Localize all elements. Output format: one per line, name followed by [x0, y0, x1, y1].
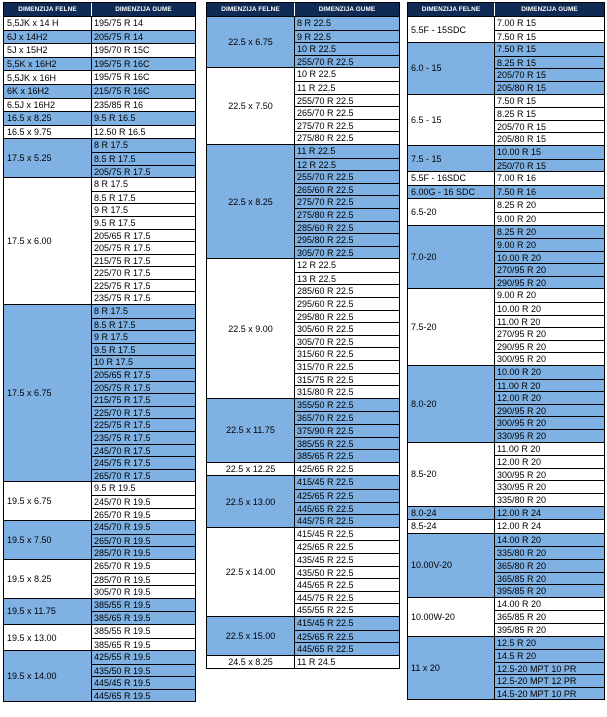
tire-size-cell: 205/75 R 17.5 — [92, 165, 195, 178]
tire-size-cell: 445/45 R 19.5 — [92, 676, 195, 689]
tire-size-cell: 14.00 R 20 — [495, 598, 604, 611]
tire-size-cell: 12.00 R 20 — [495, 455, 604, 468]
rim-size-cell: 22.5 x 8.25 — [207, 145, 295, 258]
rim-size-cell: 8.5-24 — [408, 520, 495, 533]
rim-tire-table-3 — [407, 2, 605, 700]
rim-size-cell: 5.5F - 16SDC — [408, 172, 495, 185]
rim-column-header: DIMENZIJA FELNE — [408, 3, 495, 16]
tire-size-cell: 7.50 R 15 — [495, 43, 604, 56]
rim-group — [207, 527, 399, 616]
rim-size-cell: 17.5 x 6.75 — [4, 305, 92, 481]
tire-size-cell: 255/70 R 22.5 — [295, 94, 399, 107]
tire-size-cell: 235/75 R 17.5 — [92, 431, 195, 444]
tire-size-cell: 395/85 R 20 — [495, 623, 604, 636]
tire-size-cell: 11 R 22.5 — [295, 145, 399, 158]
tire-size-cell: 8 R 22.5 — [295, 17, 399, 30]
rim-column-header: DIMENZIJA FELNE — [207, 3, 295, 16]
tire-size-cell: 265/70 R 19.5 — [92, 560, 195, 573]
rim-group — [408, 94, 604, 145]
tire-size-cell: 9.5 R 16.5 — [92, 112, 195, 125]
rim-size-cell: 6J x 14H2 — [4, 31, 92, 44]
table-body — [408, 16, 604, 699]
rim-size-cell: 5.5F - 15SDC — [408, 17, 495, 42]
tire-size-cell: 9 R 22.5 — [295, 30, 399, 43]
tire-size-cell: 300/95 R 20 — [495, 352, 604, 365]
tire-size-cell: 245/70 R 19.5 — [92, 521, 195, 534]
tire-size-cell: 12 R 22.5 — [295, 259, 399, 272]
table-header — [207, 3, 399, 16]
tire-size-cell: 315/80 R 22.5 — [295, 385, 399, 398]
rim-size-cell: 6.5-20 — [408, 199, 495, 224]
tire-column-header: DIMENZIJA GUME — [115, 6, 172, 13]
tire-size-cell: 225/75 R 17.5 — [92, 279, 195, 292]
tire-size-cell: 7.50 R 15 — [495, 95, 604, 108]
tire-size-cell: 285/60 R 22.5 — [295, 284, 399, 297]
rim-group — [4, 98, 195, 112]
rim-group — [4, 70, 195, 84]
tire-size-cell: 285/70 R 19.5 — [92, 573, 195, 586]
tire-size-cell: 11.00 R 20 — [495, 379, 604, 392]
tire-size-cell: 12.5 R 20 — [495, 637, 604, 650]
tire-size-cell: 10 R 22.5 — [295, 42, 399, 55]
tire-size-cell: 12.00 R 24 — [495, 520, 604, 533]
rim-group — [207, 258, 399, 398]
table-body — [4, 16, 195, 701]
rim-group — [408, 365, 604, 442]
tire-size-cell: 425/65 R 22.5 — [295, 489, 399, 502]
tire-size-cell: 275/70 R 22.5 — [295, 195, 399, 208]
tire-size-cell: 12.5-20 MPT 10 PR — [495, 662, 604, 675]
rim-group — [408, 519, 604, 533]
table-header — [4, 3, 195, 16]
tire-size-cell: 365/85 R 20 — [495, 610, 604, 623]
rim-group — [4, 30, 195, 44]
tire-size-cell: 205/75 R 17.5 — [92, 241, 195, 254]
rim-group — [4, 624, 195, 650]
rim-group — [207, 144, 399, 258]
tire-size-cell: 195/75 R 16C — [92, 71, 195, 84]
rim-group — [4, 16, 195, 30]
tire-size-cell: 205/80 R 15 — [495, 132, 604, 145]
tire-size-cell: 225/70 R 17.5 — [92, 406, 195, 419]
tire-size-cell: 275/70 R 22.5 — [295, 119, 399, 132]
tire-size-cell: 8.25 R 15 — [495, 56, 604, 69]
rim-size-cell: 22.5 x 14.00 — [207, 528, 295, 616]
rim-size-cell: 22.5 x 13.00 — [207, 476, 295, 526]
rim-group — [408, 442, 604, 506]
tire-size-cell: 445/65 R 22.5 — [295, 578, 399, 591]
rim-size-cell: 19.5 x 13.00 — [4, 625, 92, 650]
tire-size-cell: 10.00 R 20 — [495, 366, 604, 379]
rim-group — [408, 225, 604, 289]
tire-size-cell: 455/55 R 22.5 — [295, 603, 399, 616]
tire-size-cell: 265/70 R 19.5 — [92, 508, 195, 521]
rim-size-cell: 6K x 16H2 — [4, 85, 92, 98]
tire-size-cell: 11.00 R 20 — [495, 315, 604, 328]
rim-group — [4, 481, 195, 520]
tire-size-cell: 205/70 R 15 — [495, 68, 604, 81]
tire-size-cell: 8.25 R 20 — [495, 199, 604, 212]
rim-size-cell: 6.0 - 15 — [408, 43, 495, 93]
tire-size-cell: 445/65 R 22.5 — [295, 642, 399, 655]
tire-size-cell: 255/70 R 22.5 — [295, 170, 399, 183]
tire-size-cell: 11 R 22.5 — [295, 81, 399, 94]
rim-group — [4, 125, 195, 139]
rim-group — [4, 177, 195, 304]
tire-size-cell: 270/95 R 20 — [495, 327, 604, 340]
tire-size-cell: 8.5 R 17.5 — [92, 318, 195, 331]
tire-size-cell: 295/60 R 22.5 — [295, 297, 399, 310]
tire-column-header: DIMENZIJA GUME — [521, 6, 578, 13]
table-header — [408, 3, 604, 16]
rim-group — [4, 520, 195, 559]
rim-size-cell: 16.5 x 8.25 — [4, 112, 92, 125]
rim-group — [408, 185, 604, 199]
rim-group — [408, 636, 604, 700]
rim-group — [4, 138, 195, 177]
tire-size-cell: 225/75 R 17.5 — [92, 418, 195, 431]
tire-size-cell: 9.5 R 17.5 — [92, 216, 195, 229]
tire-size-cell: 225/70 R 17.5 — [92, 266, 195, 279]
rim-size-cell: 19.5 x 6.75 — [4, 482, 92, 520]
tire-size-cell: 435/50 R 19.5 — [92, 664, 195, 677]
rim-size-cell: 10.00W-20 — [408, 598, 495, 636]
tire-size-cell: 265/70 R 22.5 — [295, 106, 399, 119]
tire-size-cell: 8 R 17.5 — [92, 305, 195, 318]
rim-group — [408, 171, 604, 185]
tire-size-cell: 215/75 R 17.5 — [92, 393, 195, 406]
tire-size-cell: 10 R 22.5 — [295, 68, 399, 81]
rim-group — [207, 462, 399, 476]
rim-group — [408, 533, 604, 597]
tire-size-cell: 275/80 R 22.5 — [295, 208, 399, 221]
tire-size-cell: 205/65 R 17.5 — [92, 229, 195, 242]
tire-size-cell: 7.00 R 15 — [495, 17, 604, 30]
rim-size-cell: 8.0-24 — [408, 507, 495, 520]
tire-size-cell: 335/80 R 20 — [495, 493, 604, 506]
rim-size-cell: 6.5 - 15 — [408, 95, 495, 145]
tire-size-cell: 9.00 R 20 — [495, 289, 604, 302]
rim-size-cell: 6.5J x 16H2 — [4, 99, 92, 112]
tire-size-cell: 195/70 R 15C — [92, 44, 195, 57]
tire-size-cell: 305/60 R 22.5 — [295, 322, 399, 335]
tire-size-cell: 205/80 R 15 — [495, 81, 604, 94]
rim-size-cell: 8.5-20 — [408, 443, 495, 506]
rim-group — [207, 398, 399, 462]
tire-size-cell: 245/75 R 17.5 — [92, 456, 195, 469]
tire-size-cell: 445/75 R 22.5 — [295, 591, 399, 604]
tire-size-cell: 265/70 R 19.5 — [92, 534, 195, 547]
tire-size-cell: 415/45 R 22.5 — [295, 617, 399, 630]
tire-size-cell: 385/55 R 19.5 — [92, 599, 195, 612]
tire-size-cell: 205/75 R 14 — [92, 31, 195, 44]
rim-size-cell: 17.5 x 6.00 — [4, 178, 92, 304]
tire-size-cell: 8.5 R 17.5 — [92, 152, 195, 165]
tire-size-cell: 385/65 R 19.5 — [92, 611, 195, 624]
tire-size-cell: 9.00 R 20 — [495, 212, 604, 225]
tire-size-cell: 445/75 R 22.5 — [295, 514, 399, 527]
tire-size-cell: 365/70 R 22.5 — [295, 411, 399, 424]
rim-size-cell: 19.5 x 11.75 — [4, 599, 92, 624]
tire-size-cell: 265/60 R 22.5 — [295, 183, 399, 196]
tire-size-cell: 385/65 R 19.5 — [92, 638, 195, 651]
rim-group — [4, 84, 195, 98]
tire-size-cell: 435/45 R 22.5 — [295, 553, 399, 566]
rim-size-cell: 19.5 x 14.00 — [4, 651, 92, 701]
rim-group — [207, 655, 399, 669]
tire-size-cell: 445/65 R 19.5 — [92, 689, 195, 702]
tire-size-cell: 300/95 R 20 — [495, 468, 604, 481]
tire-size-cell: 355/50 R 22.5 — [295, 399, 399, 412]
tire-size-cell: 290/95 R 20 — [495, 340, 604, 353]
rim-column-header: DIMENZIJA FELNE — [4, 3, 92, 16]
tire-size-cell: 8.5 R 17.5 — [92, 191, 195, 204]
tire-size-cell: 315/60 R 22.5 — [295, 347, 399, 360]
rim-group — [408, 16, 604, 42]
tire-size-cell: 14.00 R 20 — [495, 534, 604, 547]
tire-size-cell: 12 R 22.5 — [295, 158, 399, 171]
tire-size-cell: 315/70 R 22.5 — [295, 360, 399, 373]
rim-group — [408, 198, 604, 224]
rim-size-cell: 10.00V-20 — [408, 534, 495, 597]
rim-tire-table-1 — [3, 2, 196, 702]
tire-column-header: DIMENZIJA GUME — [318, 6, 376, 13]
rim-group — [207, 475, 399, 526]
tire-size-cell: 8 R 17.5 — [92, 178, 195, 191]
rim-group — [408, 506, 604, 520]
rim-size-cell: 8.0-20 — [408, 366, 495, 442]
rim-group — [207, 616, 399, 655]
rim-group — [4, 111, 195, 125]
tire-size-cell: 285/70 R 19.5 — [92, 546, 195, 559]
tire-size-cell: 9 R 17.5 — [92, 203, 195, 216]
tire-size-cell: 235/85 R 16 — [92, 99, 195, 112]
tire-size-cell: 385/55 R 19.5 — [92, 625, 195, 638]
tire-size-cell: 11 R 24.5 — [295, 656, 399, 669]
tire-size-cell: 8 R 17.5 — [92, 139, 195, 152]
tire-size-cell: 10.00 R 20 — [495, 251, 604, 264]
tire-size-cell: 10.00 R 15 — [495, 146, 604, 159]
tire-size-cell: 290/95 R 20 — [495, 404, 604, 417]
rim-size-cell: 17.5 x 5.25 — [4, 139, 92, 177]
rim-group — [4, 304, 195, 481]
tire-size-cell: 365/85 R 20 — [495, 572, 604, 585]
table-body — [207, 16, 399, 668]
tire-size-cell: 415/45 R 22.5 — [295, 528, 399, 541]
rim-size-cell: 24.5 x 8.25 — [207, 656, 295, 669]
tire-size-cell: 375/90 R 22.5 — [295, 424, 399, 437]
tire-size-cell: 330/95 R 20 — [495, 429, 604, 442]
rim-group — [408, 288, 604, 365]
rim-size-cell: 5,5JK x 16H — [4, 71, 92, 84]
rim-group — [4, 43, 195, 57]
tire-size-cell: 10 R 17.5 — [92, 355, 195, 368]
tire-size-cell: 12.00 R 24 — [495, 507, 604, 520]
rim-group — [408, 145, 604, 171]
tire-size-cell: 285/60 R 22.5 — [295, 221, 399, 234]
tire-size-cell: 305/70 R 22.5 — [295, 246, 399, 259]
tire-size-cell: 300/95 R 20 — [495, 416, 604, 429]
rim-size-cell: 7.5 - 15 — [408, 146, 495, 171]
rim-size-cell: 22.5 x 15.00 — [207, 617, 295, 655]
tire-size-cell: 425/65 R 22.5 — [295, 540, 399, 553]
tire-size-cell: 295/80 R 22.5 — [295, 310, 399, 323]
tire-size-cell: 335/80 R 20 — [495, 546, 604, 559]
tire-size-cell: 425/65 R 22.5 — [295, 463, 399, 476]
tire-size-cell: 7.50 R 15 — [495, 30, 604, 43]
tire-size-cell: 245/70 R 19.5 — [92, 495, 195, 508]
rim-size-cell: 16.5 x 9.75 — [4, 126, 92, 139]
rim-group — [207, 16, 399, 67]
tire-size-cell: 315/75 R 22.5 — [295, 373, 399, 386]
tire-size-cell: 205/65 R 17.5 — [92, 368, 195, 381]
tire-size-cell: 385/65 R 22.5 — [295, 449, 399, 462]
tire-size-cell: 425/65 R 22.5 — [295, 630, 399, 643]
rim-size-cell: 6.00G - 16 SDC — [408, 186, 495, 199]
tire-size-cell: 13 R 22.5 — [295, 272, 399, 285]
tire-size-cell: 8.25 R 20 — [495, 226, 604, 239]
tire-size-cell: 14.5 R 20 — [495, 649, 604, 662]
tire-size-cell: 305/70 R 19.5 — [92, 585, 195, 598]
tire-size-cell: 8.25 R 15 — [495, 107, 604, 120]
tire-size-cell: 7.50 R 16 — [495, 186, 604, 199]
rim-size-cell: 22.5 x 12.25 — [207, 463, 295, 476]
tire-size-cell: 12.50 R 16.5 — [92, 126, 195, 139]
tire-size-cell: 9.5 R 17.5 — [92, 343, 195, 356]
tire-size-cell: 195/75 R 14 — [92, 17, 195, 30]
tire-size-cell: 295/80 R 22.5 — [295, 233, 399, 246]
tire-size-cell: 265/70 R 17.5 — [92, 469, 195, 482]
tire-size-cell: 385/55 R 22.5 — [295, 437, 399, 450]
rim-size-cell: 22.5 x 11.75 — [207, 399, 295, 462]
rim-size-cell: 22.5 x 6.75 — [207, 17, 295, 67]
rim-group — [4, 57, 195, 71]
tire-size-cell: 435/50 R 22.5 — [295, 566, 399, 579]
tire-size-cell: 215/75 R 17.5 — [92, 254, 195, 267]
tire-size-cell: 250/70 R 15 — [495, 159, 604, 172]
tire-size-cell: 7.00 R 16 — [495, 172, 604, 185]
tire-size-cell: 12.5-20 MPT 12 PR — [495, 674, 604, 687]
rim-group — [4, 650, 195, 701]
tire-size-cell: 365/80 R 20 — [495, 559, 604, 572]
tire-size-cell: 290/95 R 20 — [495, 276, 604, 289]
rim-size-cell: 5,5K x 16H2 — [4, 58, 92, 71]
tire-size-cell: 255/70 R 22.5 — [295, 55, 399, 68]
rim-size-cell: 5J x 15H2 — [4, 44, 92, 57]
rim-size-cell: 19.5 x 8.25 — [4, 560, 92, 598]
tire-size-cell: 395/85 R 20 — [495, 584, 604, 597]
tire-size-cell: 205/75 R 17.5 — [92, 381, 195, 394]
rim-size-cell: 19.5 x 7.50 — [4, 521, 92, 559]
tire-size-cell: 445/65 R 22.5 — [295, 502, 399, 515]
rim-group — [408, 597, 604, 636]
rim-group — [4, 598, 195, 624]
rim-size-cell: 7.0-20 — [408, 226, 495, 289]
rim-group — [207, 67, 399, 144]
tire-size-cell: 215/75 R 16C — [92, 85, 195, 98]
tire-size-cell: 10.00 R 20 — [495, 302, 604, 315]
tire-size-cell: 9 R 17.5 — [92, 330, 195, 343]
tire-size-cell: 245/70 R 17.5 — [92, 444, 195, 457]
tire-size-cell: 270/95 R 20 — [495, 263, 604, 276]
tire-size-cell: 235/75 R 17.5 — [92, 291, 195, 304]
tire-size-cell: 415/45 R 22.5 — [295, 476, 399, 489]
tire-size-cell: 12.00 R 20 — [495, 391, 604, 404]
rim-group — [408, 42, 604, 93]
tire-size-cell: 14.5-20 MPT 10 PR — [495, 687, 604, 700]
rim-size-cell: 22.5 x 7.50 — [207, 68, 295, 144]
tire-size-cell: 205/70 R 15 — [495, 120, 604, 133]
tire-size-cell: 9.00 R 20 — [495, 238, 604, 251]
tire-size-cell: 9.5 R 19.5 — [92, 482, 195, 495]
rim-group — [4, 559, 195, 598]
tire-size-cell: 195/75 R 16C — [92, 58, 195, 71]
tire-size-cell: 305/70 R 22.5 — [295, 335, 399, 348]
rim-tire-table-2 — [206, 2, 400, 669]
tire-size-cell: 275/80 R 22.5 — [295, 131, 399, 144]
rim-size-cell: 5,5JK x 14 H — [4, 17, 92, 30]
tire-size-cell: 425/55 R 19.5 — [92, 651, 195, 664]
rim-size-cell: 22.5 x 9.00 — [207, 259, 295, 398]
rim-size-cell: 11 x 20 — [408, 637, 495, 700]
rim-size-cell: 7.5-20 — [408, 289, 495, 365]
tire-size-cell: 11.00 R 20 — [495, 443, 604, 456]
tire-size-cell: 330/95 R 20 — [495, 480, 604, 493]
